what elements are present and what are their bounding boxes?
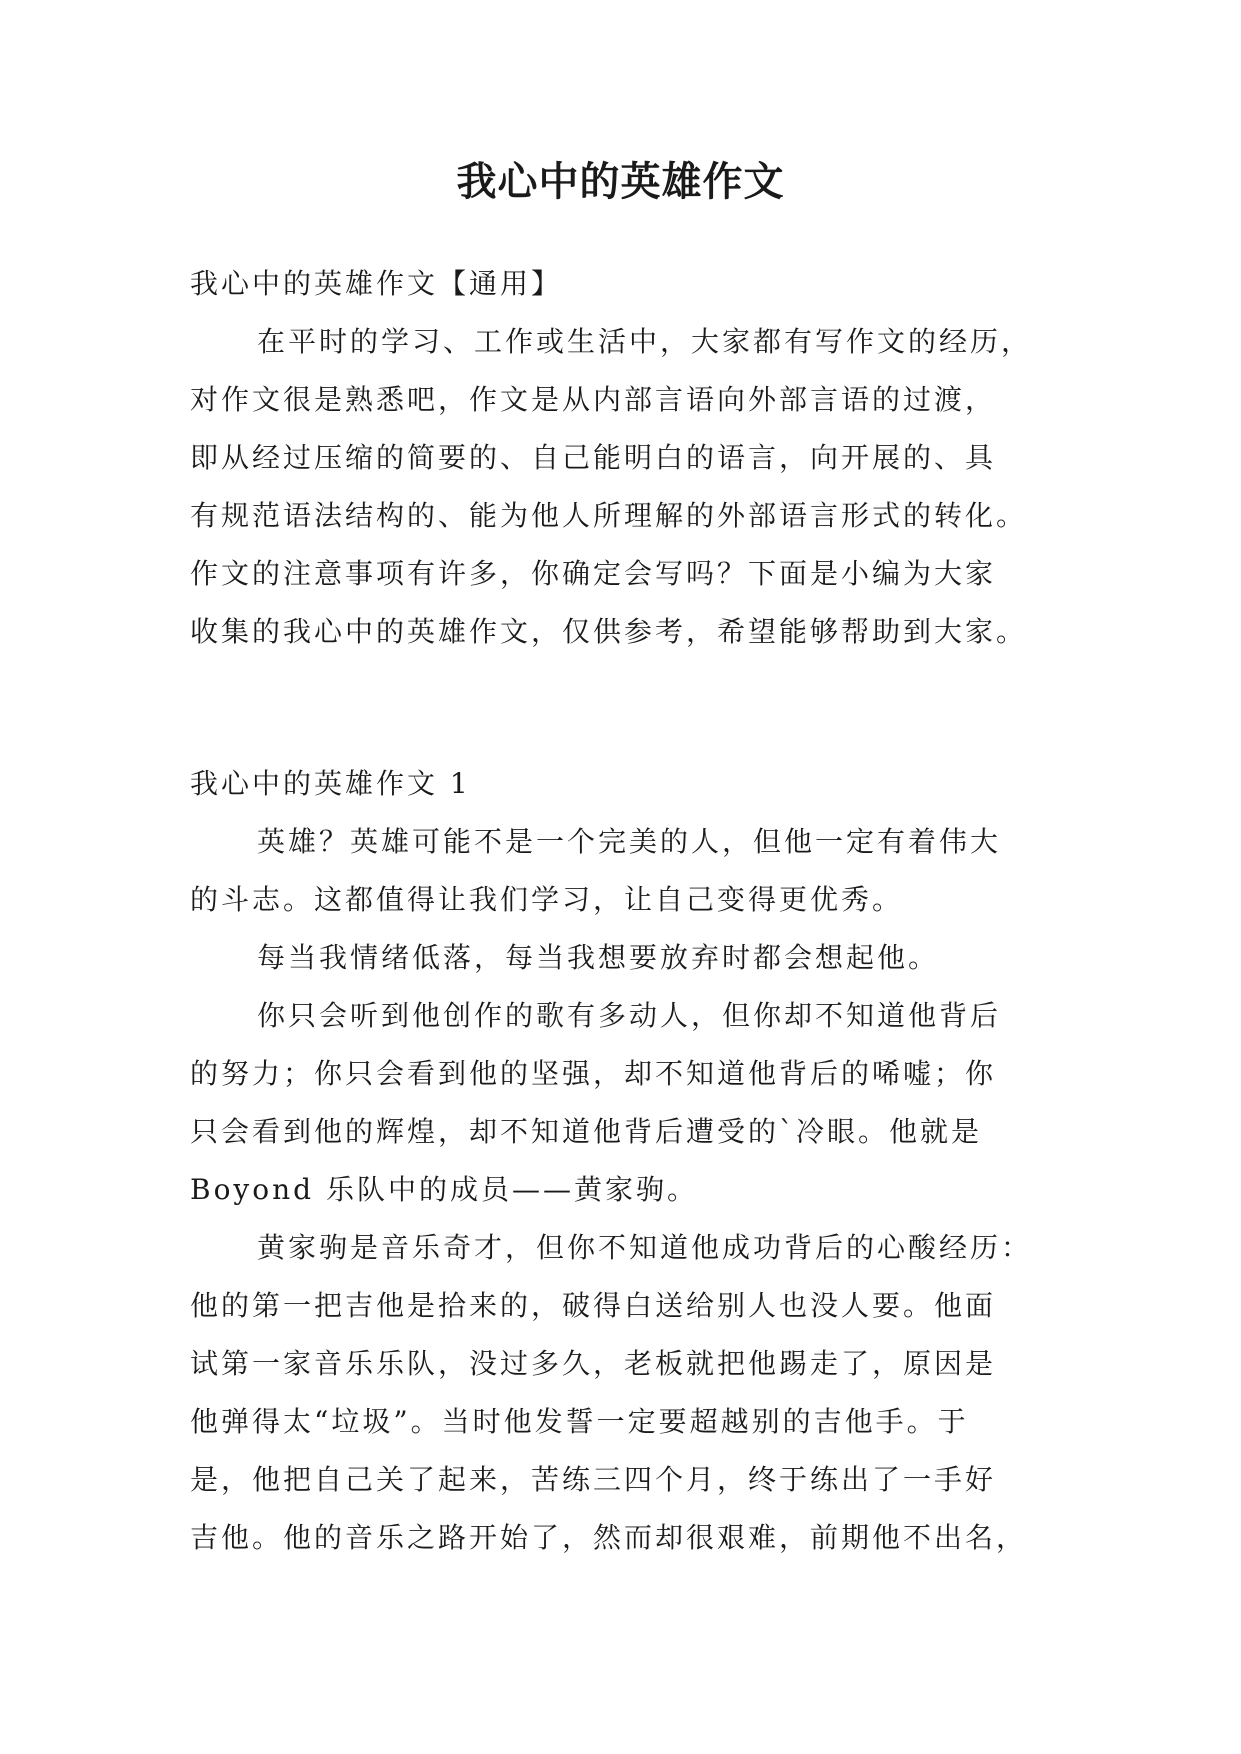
intro-heading: 我心中的英雄作文【通用】 <box>190 267 563 300</box>
essay-line: 是，他把自己关了起来，苦练三四个月，终于练出了一手好 <box>190 1463 997 1496</box>
essay-line: 每当我情绪低落，每当我想要放弃时都会想起他。 <box>257 941 940 974</box>
essay-line: 的努力；你只会看到他的坚强，却不知道他背后的唏嘘；你 <box>190 1057 997 1090</box>
intro-line: 作文的注意事项有许多，你确定会写吗？下面是小编为大家 <box>190 557 997 590</box>
essay-1-section <box>190 755 1070 1567</box>
essay-line: 你只会听到他创作的歌有多动人，但你却不知道他背后 <box>257 999 1002 1032</box>
essay-line: 他弹得太“垃圾”。当时他发誓一定要超越别的吉他手。于 <box>190 1405 969 1438</box>
essay-line: 的斗志。这都值得让我们学习，让自己变得更优秀。 <box>190 883 904 916</box>
essay-line: 试第一家音乐乐队，没过多久，老板就把他踢走了，原因是 <box>190 1347 997 1380</box>
intro-section <box>190 255 1070 661</box>
intro-line: 收集的我心中的英雄作文，仅供参考，希望能够帮助到大家。 <box>190 615 1028 648</box>
document-title: 我心中的英雄作文 <box>456 159 785 205</box>
essay-line: Boyond 乐队中的成员——黄家驹。 <box>190 1173 698 1206</box>
essay-line: 他的第一把吉他是拾来的，破得白送给别人也没人要。他面 <box>190 1289 997 1322</box>
intro-line: 对作文很是熟悉吧，作文是从内部言语向外部言语的过渡， <box>190 383 997 416</box>
essay-line: 吉他。他的音乐之路开始了，然而却很艰难，前期他不出名， <box>190 1521 1028 1554</box>
essay-line: 只会看到他的辉煌，却不知道他背后遭受的`冷眼。他就是 <box>190 1115 983 1148</box>
intro-line: 在平时的学习、工作或生活中，大家都有写作文的经历， <box>257 325 1033 358</box>
essay-1-heading: 我心中的英雄作文 1 <box>190 767 471 800</box>
intro-line: 即从经过压缩的简要的、自己能明白的语言，向开展的、具 <box>190 441 997 474</box>
intro-line: 有规范语法结构的、能为他人所理解的外部语言形式的转化。 <box>190 499 1028 532</box>
essay-line: 英雄？英雄可能不是一个完美的人，但他一定有着伟大 <box>257 825 1002 858</box>
essay-line: 黄家驹是音乐奇才，但你不知道他成功背后的心酸经历： <box>257 1231 1033 1264</box>
